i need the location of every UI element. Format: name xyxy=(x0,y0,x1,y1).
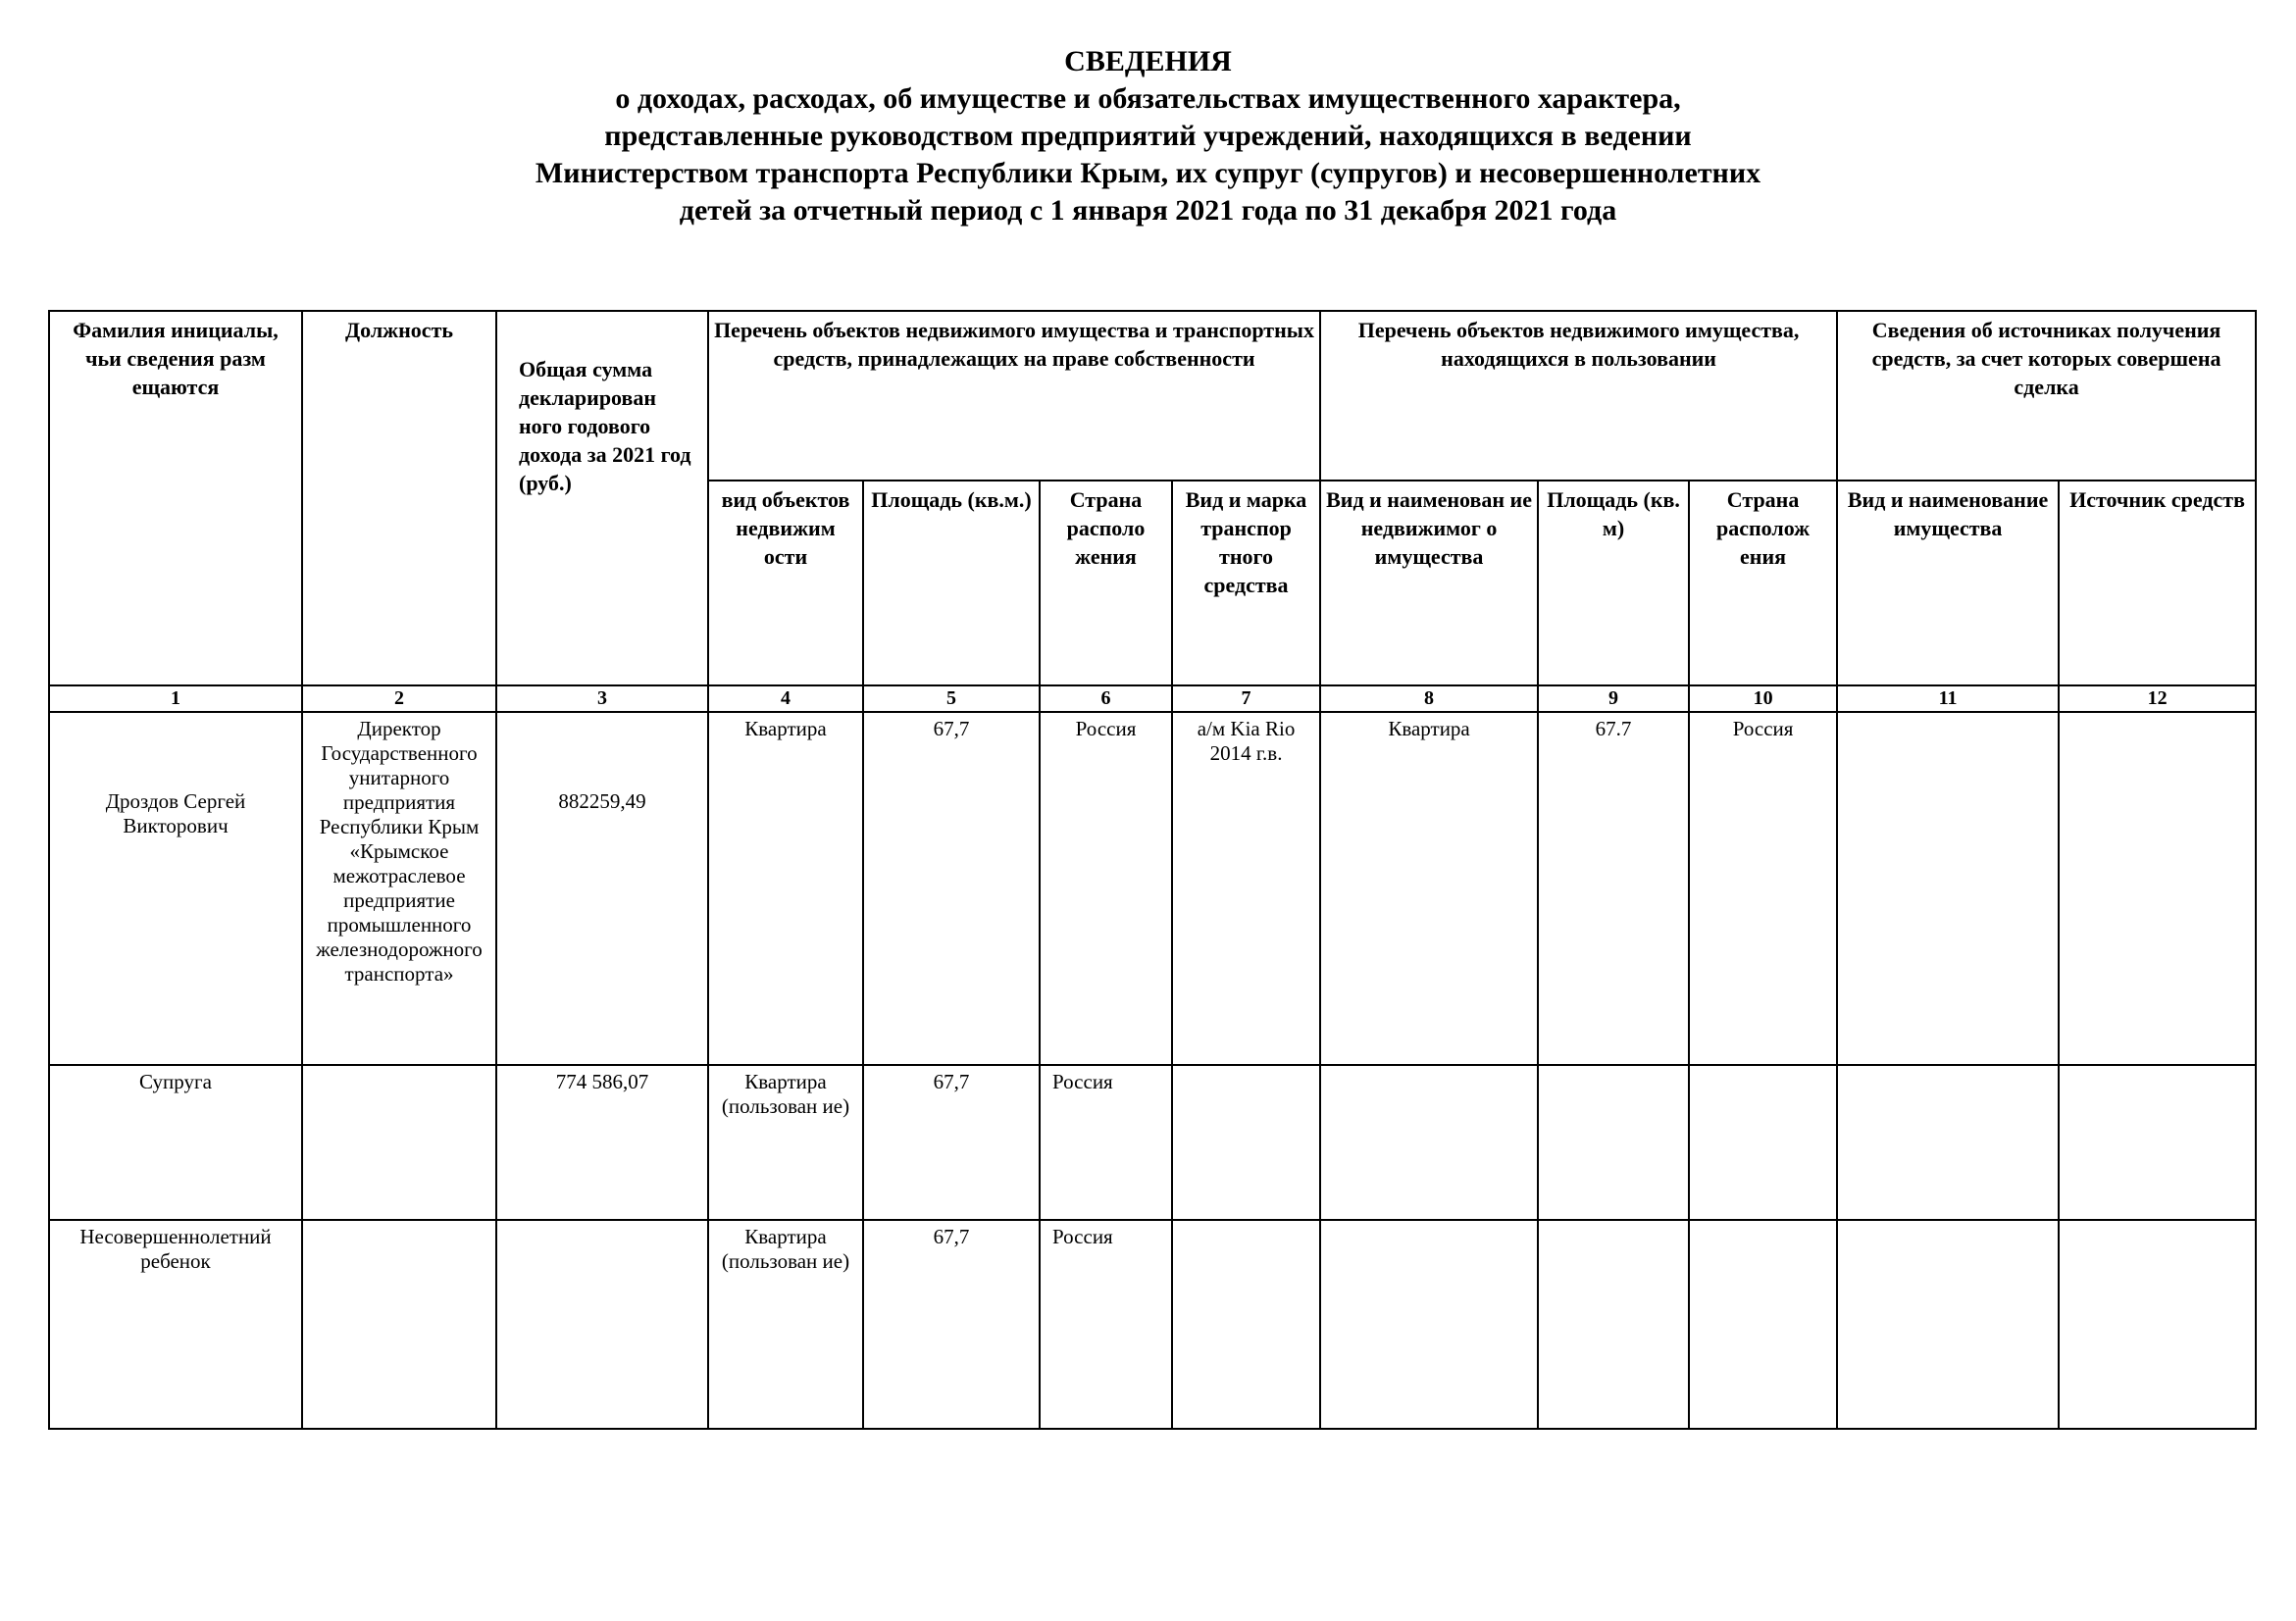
header-position: Должность xyxy=(302,311,496,685)
header-funds-source: Источник средств xyxy=(2059,481,2256,685)
title-line-4: Министерством транспорта Республики Крым, их супруг (супругов) и несовершеннолетних xyxy=(535,157,1761,189)
column-number: 5 xyxy=(863,685,1040,711)
header-name: Фамилия инициалы, чьи сведения разм ещаются xyxy=(49,311,302,685)
column-number: 4 xyxy=(708,685,863,711)
cell-vehicle: а/м Kia Rio 2014 г.в. xyxy=(1172,712,1320,1065)
cell-asset-name xyxy=(1837,712,2059,1065)
table-row xyxy=(49,1065,2256,1220)
title-line-3: представленные руководством предприятий учреждений, находящихся в ведении xyxy=(604,120,1692,152)
header-row-groups xyxy=(49,311,2256,481)
column-number: 12 xyxy=(2059,685,2256,711)
cell-vehicle xyxy=(1172,1065,1320,1220)
column-number: 11 xyxy=(1837,685,2059,711)
cell-vehicle xyxy=(1172,1220,1320,1429)
column-number-row xyxy=(49,685,2256,711)
header-used-group: Перечень объектов недвижимого имущества, находящихся в пользовании xyxy=(1320,311,1837,481)
cell-used-area xyxy=(1538,1065,1689,1220)
cell-used-area xyxy=(1538,1220,1689,1429)
column-number: 2 xyxy=(302,685,496,711)
declaration-table xyxy=(48,310,2257,1430)
table-row xyxy=(49,712,2256,1065)
cell-asset-name xyxy=(1837,1065,2059,1220)
cell-used-type xyxy=(1320,1220,1538,1429)
header-owned-country: Страна располо жения xyxy=(1040,481,1172,685)
cell-income xyxy=(496,1220,708,1429)
title-line-2: о доходах, расходах, об имуществе и обязательствах имущественного характера, xyxy=(615,82,1681,115)
cell-used-type xyxy=(1320,1065,1538,1220)
cell-name: Дроздов Сергей Викторович xyxy=(49,712,302,1065)
column-number: 10 xyxy=(1689,685,1837,711)
title-line-5: детей за отчетный период с 1 января 2021 года по 31 декабря 2021 года xyxy=(679,194,1617,227)
cell-position xyxy=(302,1220,496,1429)
cell-used-country xyxy=(1689,1065,1837,1220)
cell-owned-country: Россия xyxy=(1040,1220,1172,1429)
cell-used-country: Россия xyxy=(1689,712,1837,1065)
header-owned-area: Площадь (кв.м.) xyxy=(863,481,1040,685)
cell-owned-area: 67,7 xyxy=(863,1065,1040,1220)
cell-name: Супруга xyxy=(49,1065,302,1220)
header-owned-group: Перечень объектов недвижимого имущества и транспортных средств, принадлежащих на праве собственности xyxy=(708,311,1320,481)
header-income: Общая сумма декларирован ного годового дохода за 2021 год (руб.) xyxy=(496,311,708,685)
header-used-type: Вид и наименован ие недвижимог о имущества xyxy=(1320,481,1538,685)
column-number: 9 xyxy=(1538,685,1689,711)
cell-owned-area: 67,7 xyxy=(863,712,1040,1065)
cell-owned-type: Квартира xyxy=(708,712,863,1065)
cell-owned-country: Россия xyxy=(1040,1065,1172,1220)
cell-owned-type: Квартира (пользован ие) xyxy=(708,1220,863,1429)
cell-owned-country: Россия xyxy=(1040,712,1172,1065)
cell-used-type: Квартира xyxy=(1320,712,1538,1065)
cell-owned-area: 67,7 xyxy=(863,1220,1040,1429)
header-vehicle: Вид и марка транспор тного средства xyxy=(1172,481,1320,685)
cell-used-country xyxy=(1689,1220,1837,1429)
table-row xyxy=(49,1220,2256,1429)
header-sources-group: Сведения об источниках получения средств, за счет которых совершена сделка xyxy=(1837,311,2256,481)
cell-income: 774 586,07 xyxy=(496,1065,708,1220)
cell-position: Директор Государственного унитарного предприятия Республики Крым «Крымское межотраслевое предприятие промышленного железнодорожного транспорта» xyxy=(302,712,496,1065)
cell-income: 882259,49 xyxy=(496,712,708,1065)
header-used-area: Площадь (кв. м) xyxy=(1538,481,1689,685)
cell-position xyxy=(302,1065,496,1220)
column-number: 1 xyxy=(49,685,302,711)
column-number: 3 xyxy=(496,685,708,711)
cell-owned-type: Квартира (пользован ие) xyxy=(708,1065,863,1220)
cell-funds-source xyxy=(2059,1220,2256,1429)
column-number: 7 xyxy=(1172,685,1320,711)
cell-asset-name xyxy=(1837,1220,2059,1429)
column-number: 8 xyxy=(1320,685,1538,711)
header-owned-type: вид объектов недвижим ости xyxy=(708,481,863,685)
title-line-1: СВЕДЕНИЯ xyxy=(1064,45,1232,77)
cell-used-area: 67.7 xyxy=(1538,712,1689,1065)
cell-funds-source xyxy=(2059,712,2256,1065)
header-asset-name: Вид и наименование имущества xyxy=(1837,481,2059,685)
header-used-country: Страна располож ения xyxy=(1689,481,1837,685)
cell-funds-source xyxy=(2059,1065,2256,1220)
cell-name: Несовершеннолетний ребенок xyxy=(49,1220,302,1429)
document-title xyxy=(0,43,2296,229)
column-number: 6 xyxy=(1040,685,1172,711)
